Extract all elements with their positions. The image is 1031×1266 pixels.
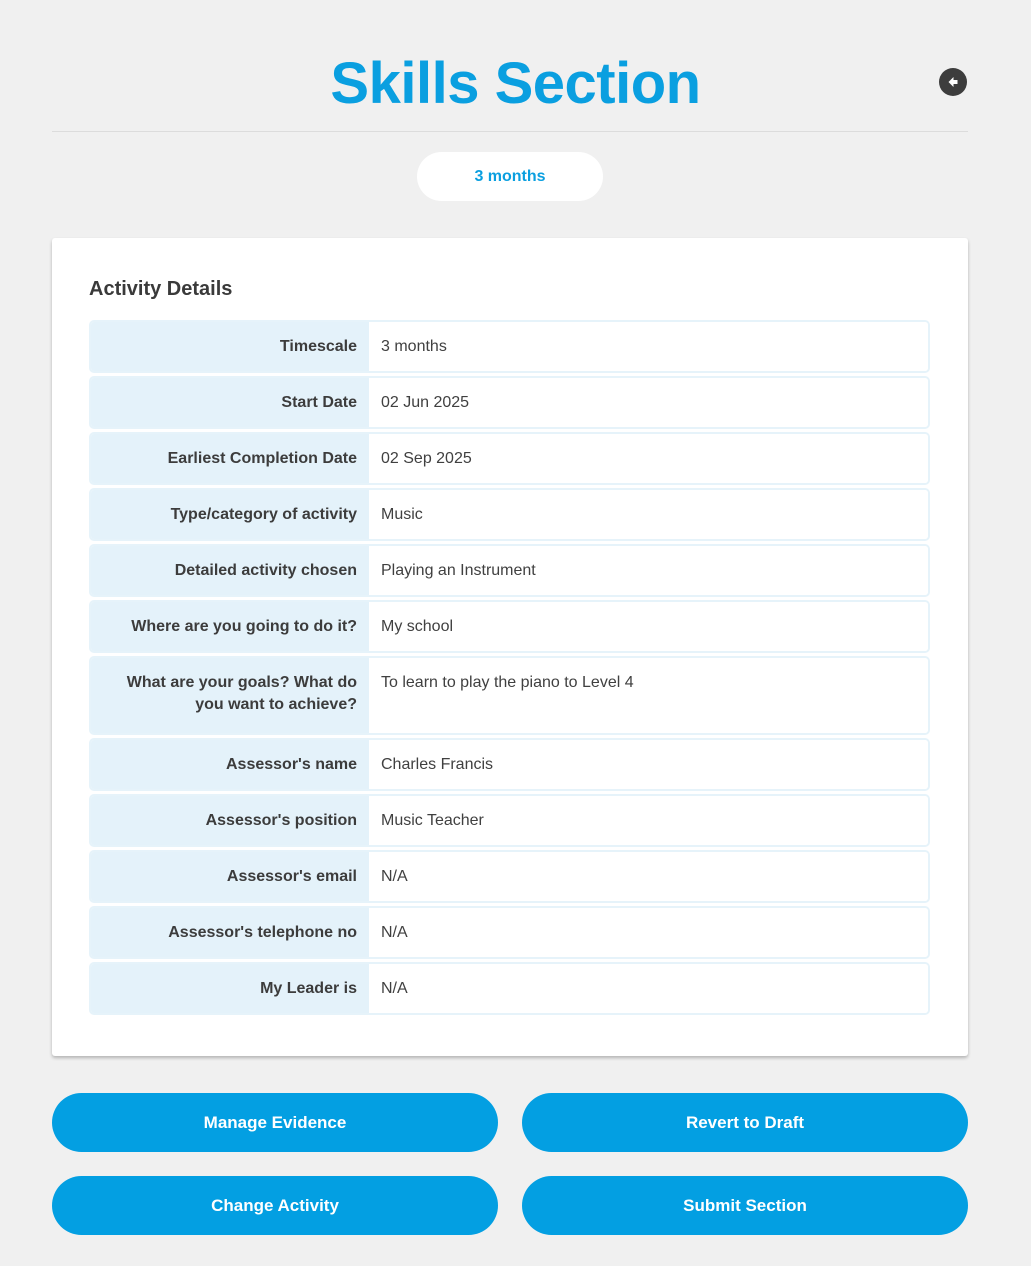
row-label: Type/category of activity [91,490,369,539]
detail-row-activity-type [89,488,930,541]
page-title: Skills Section [330,51,701,116]
row-value: N/A [369,852,928,901]
detail-row-assessor-name [89,738,930,791]
details-table [89,320,930,1018]
row-label: Assessor's telephone no [91,908,369,957]
row-label: My Leader is [91,964,369,1013]
row-label: Assessor's name [91,740,369,789]
card-title: Activity Details [89,278,233,300]
change-activity-button[interactable]: Change Activity [52,1176,498,1235]
detail-row-assessor-email [89,850,930,903]
row-value: 3 months [369,322,928,371]
row-value: Music [369,490,928,539]
row-label: Timescale [91,322,369,371]
row-label: Start Date [91,378,369,427]
timescale-badge: 3 months [417,152,603,201]
row-value: Music Teacher [369,796,928,845]
row-value: Charles Francis [369,740,928,789]
detail-row-goals [89,656,930,735]
detail-row-timescale [89,320,930,373]
row-label: Earliest Completion Date [91,434,369,483]
header-divider [52,131,968,132]
detail-row-assessor-position [89,794,930,847]
row-label: What are your goals? What do you want to achieve? [91,658,369,733]
row-label: Assessor's position [91,796,369,845]
row-label: Detailed activity chosen [91,546,369,595]
row-value: N/A [369,964,928,1013]
row-value: My school [369,602,928,651]
detail-row-assessor-telephone [89,906,930,959]
submit-section-button[interactable]: Submit Section [522,1176,968,1235]
back-button[interactable] [939,68,967,96]
row-value: N/A [369,908,928,957]
detail-row-leader [89,962,930,1015]
detail-row-location [89,600,930,653]
detail-row-detailed-activity [89,544,930,597]
detail-row-earliest-completion [89,432,930,485]
row-label: Assessor's email [91,852,369,901]
row-label: Where are you going to do it? [91,602,369,651]
row-value: To learn to play the piano to Level 4 [369,658,928,733]
row-value: 02 Jun 2025 [369,378,928,427]
detail-row-start-date [89,376,930,429]
arrow-left-icon [945,74,961,90]
manage-evidence-button[interactable]: Manage Evidence [52,1093,498,1152]
row-value: 02 Sep 2025 [369,434,928,483]
row-value: Playing an Instrument [369,546,928,595]
activity-details-card [52,238,968,1056]
revert-to-draft-button[interactable]: Revert to Draft [522,1093,968,1152]
